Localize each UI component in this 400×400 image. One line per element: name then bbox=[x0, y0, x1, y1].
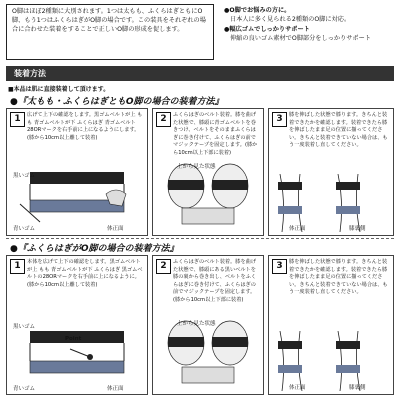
section1-title: ●『太もも・ふくらはぎともO脚の場合の装着方法』 bbox=[10, 97, 224, 107]
s2-step3-number: 3 bbox=[272, 259, 287, 274]
method-header: 装着方法 bbox=[6, 66, 394, 81]
point-2-title: ●幅広ゴムでしっかりサポート bbox=[224, 25, 310, 33]
s1-step1-number: 1 bbox=[10, 112, 25, 127]
intro-box: O脚はほぼ2種類に大別されます。1つは太もも、ふくらはぎともにO脚、もう1つはふくらはぎがO脚の場合です。この装具をそれぞれの場合に合わせた装着をすることで正しいO脚の形成を促します。 bbox=[6, 4, 214, 60]
s1-step2-card bbox=[152, 108, 264, 236]
s2-step1-front-label: 体正面 bbox=[107, 386, 124, 392]
section-divider bbox=[6, 238, 394, 239]
s2-step3-front-label: 体正面 bbox=[289, 385, 306, 391]
s1-step2-number: 2 bbox=[156, 112, 171, 127]
s1-step3-text: 膝を伸ばした状態で膝ります。きちんと装着できたかを確認します。装着できたら膝を伸ばしたまま足の位置に揃ってください。きちんと装着できていない場合は、もう一度装着し直してください。 bbox=[289, 112, 388, 149]
s2-step2-card bbox=[152, 255, 264, 395]
s1-step1-text: 広げて上下の確認をします。黒ゴムベルトが上 もも 青ゴムベルトが下 ふくらはぎ 青ゴムベルト 28ORマークを右手前に上になるようにします。(膝から10cm以上離して装着) bbox=[27, 112, 143, 141]
s2-step2-number: 2 bbox=[156, 259, 171, 274]
s1-step1-card bbox=[6, 108, 148, 236]
skin-note: ■本品は肌に直接装着して頂けます。 bbox=[8, 86, 110, 93]
s2-step1-card bbox=[6, 255, 148, 395]
s2-step1-text: 本体を広げて上下の確認をします。黒ゴムベルトが上 もも 青ゴムベルトが下 ふくらはぎ 黒ゴムベルトの28ORマークを右手前に上になるように。(膝から10cm以上離して装着) bbox=[27, 259, 143, 288]
s1-step3-card bbox=[268, 108, 394, 236]
s2-step1-point-label: Point bbox=[65, 336, 82, 342]
s2-step1-blue-label: 青いゴム bbox=[13, 386, 36, 392]
s1-step3-front-label: 体正面 bbox=[289, 226, 306, 232]
s1-step1-blue-label: 青いゴム bbox=[13, 226, 36, 232]
s2-step2-text: ふくらはぎのベルト装着。膝を曲げた状態で、膝頭にある黒いベルトを膝の裏から巻き出し、ベルトをふくらはぎに巻き付けて、ふくらはぎの前でマジックテープを固定します。(膝から10cm以上下部に装着) bbox=[173, 259, 257, 303]
s2-step3-card bbox=[268, 255, 394, 395]
s2-step1-number: 1 bbox=[10, 259, 25, 274]
point-1-text: 日本人に多く見られる2種類のO脚に対応。 bbox=[230, 16, 351, 24]
s1-step2-top-label: 上から見た状態 bbox=[177, 164, 216, 170]
s1-step3-back-label: 膝裏側 bbox=[349, 226, 366, 232]
s1-step1-black-label: 黒いゴム bbox=[13, 173, 36, 179]
s1-step3-number: 3 bbox=[272, 112, 287, 127]
point-1-title: ●O脚でお悩みの方に。 bbox=[224, 7, 291, 14]
point-2-text: 伸縮の良いゴム素材でO脚部分をしっかりサポート bbox=[230, 34, 371, 42]
s1-step1-front-label: 体正面 bbox=[107, 226, 124, 232]
s2-step3-illustration bbox=[272, 331, 390, 391]
s2-step1-illustration bbox=[10, 321, 144, 391]
s2-step3-text: 膝を伸ばした状態で膝ります。きちんと装着できたかを確認します。装着できたら膝を伸ばしたまま足の位置に揃ってください。きちんと装着できていない場合は、もう一度装着し直してください。 bbox=[289, 259, 388, 296]
s2-step2-top-label: 上から見た状態 bbox=[177, 321, 216, 327]
s1-step2-text: ふくらはぎのベルト装着。膝を曲げた状態で、膝頭に青ゴムベルトを巻きつけ、ベルトをそのままふくらはぎに巻き付けて、ふくらはぎの前でマジックテープを固定します。(膝から10cm以上下部に装着) bbox=[173, 112, 258, 156]
s2-step1-black-label: 黒いゴム bbox=[13, 324, 36, 330]
s2-step3-back-label: 膝裏側 bbox=[349, 385, 366, 391]
section2-title: ●『ふくらはぎがO脚の場合の装着方法』 bbox=[10, 244, 179, 254]
feature-points bbox=[224, 6, 394, 43]
